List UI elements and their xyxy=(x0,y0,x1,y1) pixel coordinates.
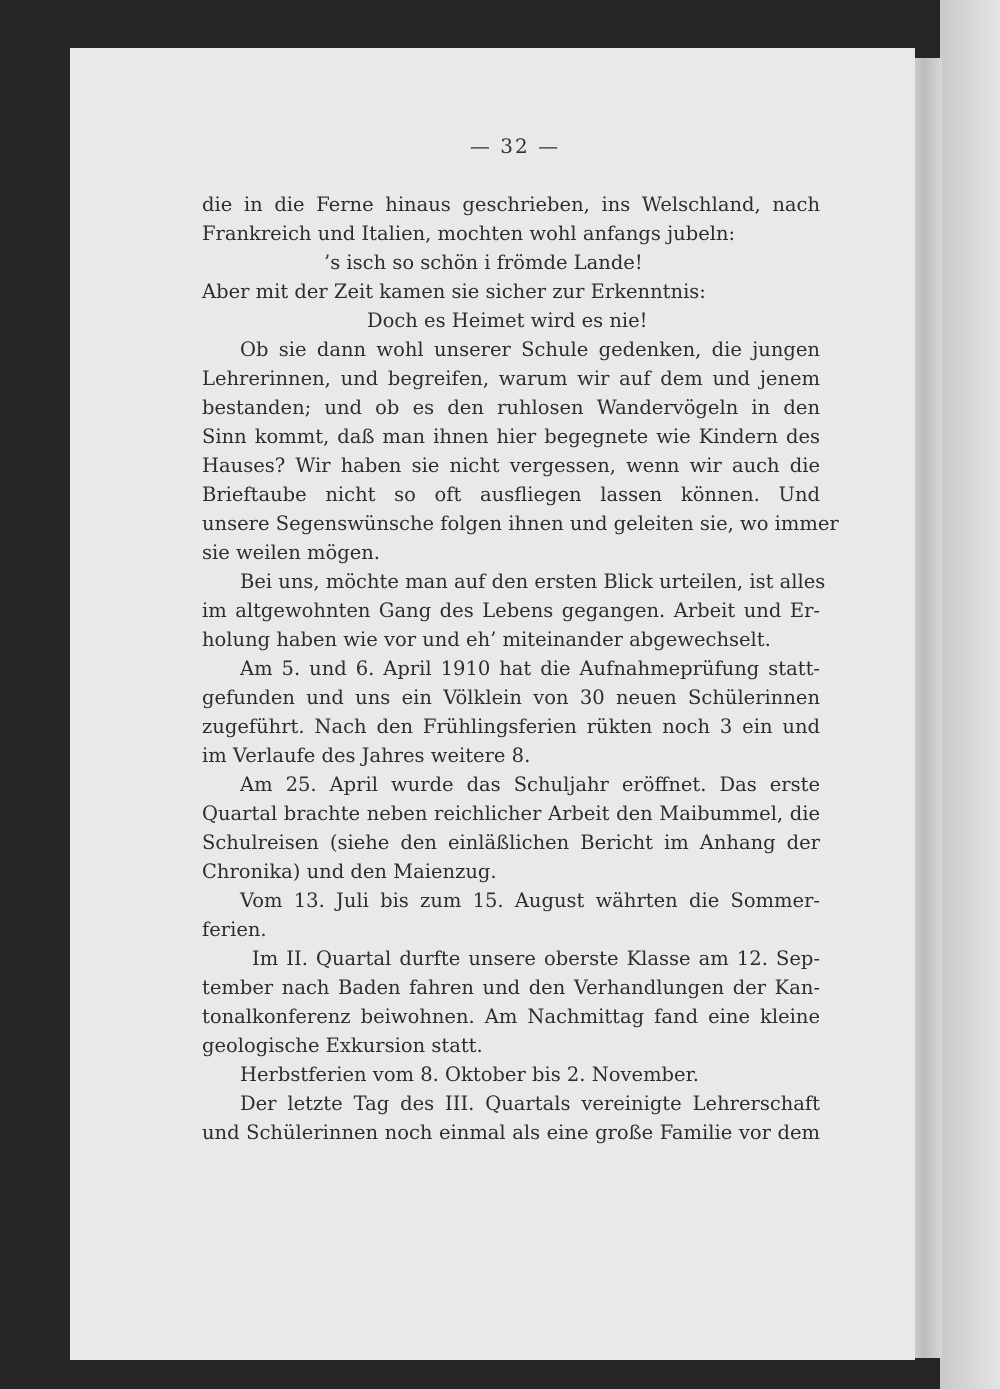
text-line: holung haben wie vor und eh’ miteinander abgewechselt. xyxy=(202,628,771,651)
binding-strip xyxy=(940,0,1000,1389)
text-line: Quartal brachte neben reichlicher Arbeit den Maibummel, die xyxy=(202,802,820,825)
text-line: Aber mit der Zeit kamen sie sicher zur Erkenntnis: xyxy=(202,280,706,303)
text-line: Hauses? Wir haben sie nicht vergessen, wenn wir auch die xyxy=(202,454,820,477)
text-line: tonalkonferenz beiwohnen. Am Nachmittag fand eine kleine xyxy=(202,1005,820,1028)
text-line: unsere Segenswünsche folgen ihnen und geleiten sie, wo immer xyxy=(202,512,839,535)
text-line: Am 25. April wurde das Schuljahr eröffnet. Das erste xyxy=(240,773,820,796)
text-line: im altgewohnten Gang des Lebens gegangen. Arbeit und Er- xyxy=(202,599,820,622)
text-line: die in die Ferne hinaus geschrieben, ins Welschland, nach xyxy=(202,193,820,216)
text-line: ferien. xyxy=(202,918,267,941)
text-line: tember nach Baden fahren und den Verhandlungen der Kan- xyxy=(202,976,820,999)
text-line: ’s isch so schön i frömde Lande! xyxy=(324,251,643,274)
text-line: und Schülerinnen noch einmal als eine große Familie vor dem xyxy=(202,1121,820,1144)
text-line: Brieftaube nicht so oft ausfliegen lassen können. Und xyxy=(202,483,820,506)
text-line: geologische Exkursion statt. xyxy=(202,1034,483,1057)
text-line: Vom 13. Juli bis zum 15. August währten die Sommer- xyxy=(240,889,820,912)
text-line: Frankreich und Italien, mochten wohl anfangs jubeln: xyxy=(202,222,736,245)
text-line: Im II. Quartal durfte unsere oberste Klasse am 12. Sep- xyxy=(252,947,820,970)
text-line: Lehrerinnen, und begreifen, warum wir auf dem und jenem xyxy=(202,367,820,390)
text-line: zugeführt. Nach den Frühlingsferien rükten noch 3 ein und xyxy=(202,715,820,738)
page-number: — 32 — xyxy=(469,134,561,158)
text-line: Chronika) und den Maienzug. xyxy=(202,860,497,883)
body-text xyxy=(202,190,839,1147)
text-line: Doch es Heimet wird es nie! xyxy=(367,309,648,332)
text-line: Schulreisen (siehe den einläßlichen Bericht im Anhang der xyxy=(202,831,820,854)
text-line: im Verlaufe des Jahres weitere 8. xyxy=(202,744,531,767)
text-line: Sinn kommt, daß man ihnen hier begegnete wie Kindern des xyxy=(202,425,820,448)
text-line: Ob sie dann wohl unserer Schule gedenken, die jungen xyxy=(240,338,820,361)
text-line: Herbstferien vom 8. Oktober bis 2. November. xyxy=(240,1063,699,1086)
text-line: sie weilen mögen. xyxy=(202,541,380,564)
text-line: Der letzte Tag des III. Quartals vereinigte Lehrerschaft xyxy=(240,1092,820,1115)
text-line: Am 5. und 6. April 1910 hat die Aufnahmeprüfung statt- xyxy=(240,657,820,680)
text-line: gefunden und uns ein Völklein von 30 neuen Schülerinnen xyxy=(202,686,820,709)
text-line: Bei uns, möchte man auf den ersten Blick urteilen, ist alles xyxy=(240,570,826,593)
text-line: bestanden; und ob es den ruhlosen Wandervögeln in den xyxy=(202,396,820,419)
page-edge xyxy=(912,58,942,1358)
